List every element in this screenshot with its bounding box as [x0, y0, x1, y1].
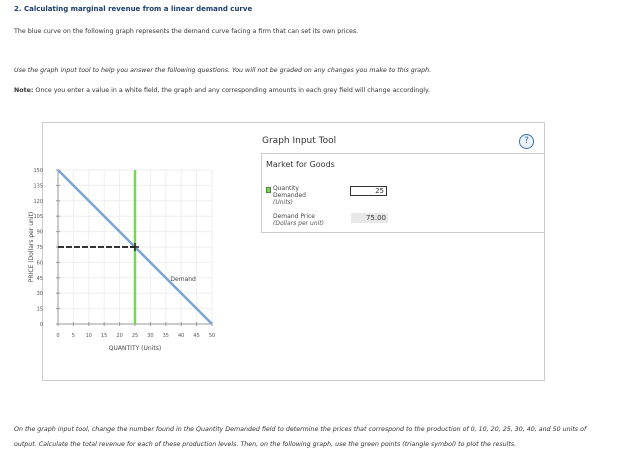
y-tick-label: 30: [36, 291, 43, 298]
y-tick-label: 75: [36, 245, 43, 251]
price-label-1: Demand Price: [273, 213, 315, 220]
note-body: Once you enter a value in a white field, the graph and any corresponding amounts in each grey field will change accordingly.: [33, 87, 430, 94]
quantity-label-1: Quantity: [273, 185, 299, 192]
x-tick-label: 10: [85, 333, 92, 339]
y-tick-label: 105: [33, 214, 43, 221]
x-axis-label: QUANTITY (Units): [108, 345, 162, 352]
quantity-label: [273, 185, 306, 206]
price-unit: (Dollars per unit): [273, 220, 324, 227]
note-label: Note:: [14, 87, 34, 94]
question-heading: 2. Calculating marginal revenue from a linear demand curve: [14, 5, 253, 13]
x-tick-label: 35: [162, 333, 169, 339]
price-label: [273, 213, 324, 227]
y-tick-label: 90: [36, 229, 43, 236]
y-tick-label: 60: [36, 260, 43, 267]
footer-instructions: On the graph input tool, change the number found in the Quantity Demanded field to determine the prices that correspond to the production of 0, 10, 20, 25, 30, 40, and 50 units of output. Calculate the total revenue for each of these production levels. Then, on the following graph, use the green points (triangle symbol) to plot the results.: [14, 426, 587, 448]
y-tick-label: 120: [33, 198, 43, 205]
y-axis-label: PRICE (Dollars per unit): [28, 211, 35, 283]
y-tick-label: 135: [33, 183, 43, 190]
x-tick-label: 5: [71, 333, 75, 339]
quantity-unit: (Units): [273, 199, 294, 206]
x-tick-label: 50: [208, 333, 216, 339]
x-tick-label: 25: [131, 333, 139, 339]
market-title: Market for Goods: [266, 160, 335, 169]
note-text: [14, 87, 430, 94]
y-tick-label: 150: [33, 168, 43, 174]
graph-input-tool-title: Graph Input Tool: [262, 136, 337, 146]
intro-text: The blue curve on the following graph represents the demand curve facing a firm that can set its own prices.: [14, 28, 359, 35]
quantity-label-2: Demanded: [273, 192, 306, 199]
demand-price-field: 75.00: [351, 213, 388, 223]
demand-label: Demand: [170, 275, 196, 283]
quantity-demanded-input[interactable]: 25: [350, 186, 387, 196]
y-tick-label: 45: [36, 275, 43, 282]
x-tick-label: 40: [178, 333, 185, 339]
help-icon[interactable]: ?: [519, 134, 534, 149]
demand-chart[interactable]: [0, 160, 260, 360]
y-tick-label: 15: [36, 306, 43, 313]
x-tick-label: 45: [193, 333, 200, 339]
quantity-swatch-icon: [266, 187, 271, 193]
instruction-text: Use the graph input tool to help you answer the following questions. You will not be graded on any changes you make to this graph.: [14, 67, 432, 74]
x-tick-label: 30: [147, 333, 154, 339]
y-tick-label: 0: [39, 322, 43, 328]
x-tick-label: 0: [56, 333, 60, 339]
x-tick-label: 20: [116, 333, 123, 339]
x-tick-label: 15: [101, 333, 108, 339]
